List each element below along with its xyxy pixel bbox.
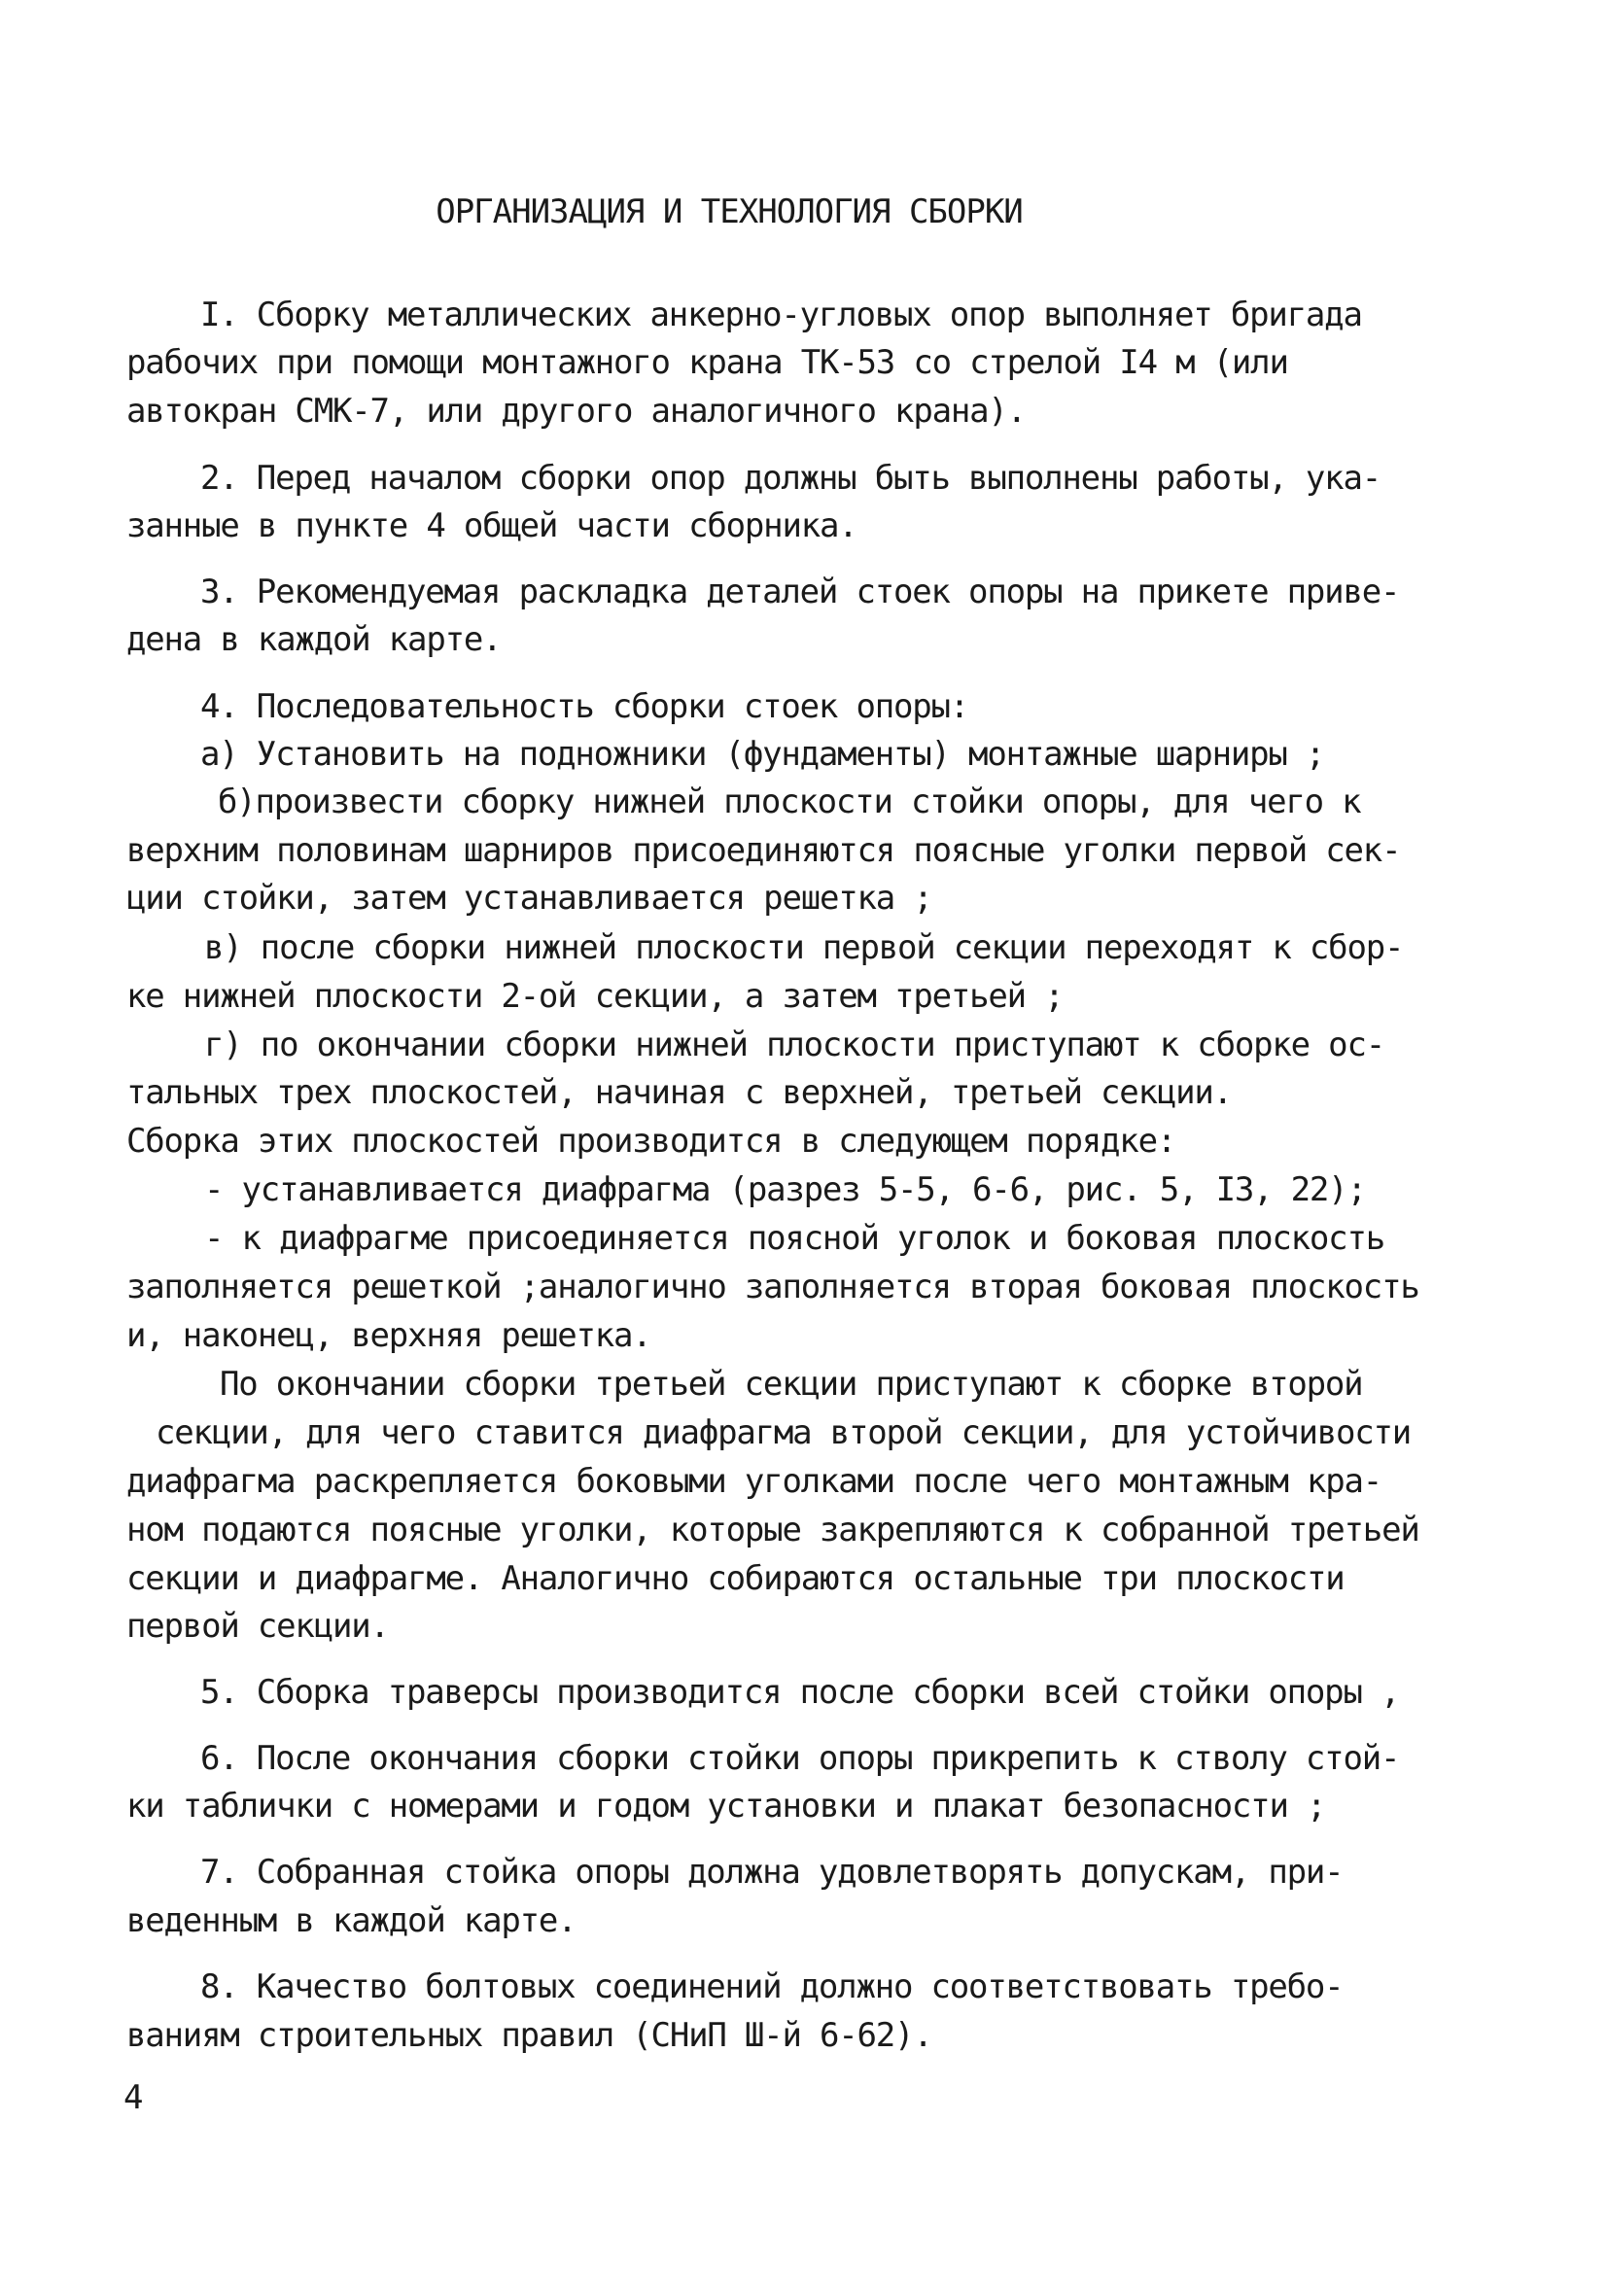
text-line: автокран СМК-7, или другого аналогичного крана). <box>126 392 1026 431</box>
text-line: рабочих при помощи монтажного крана ТК-53 со стрелой I4 м (или <box>126 343 1288 382</box>
text-line: - устанавливается диафрагма (разрез 5-5, 6-6, рис. 5, I3, 22); <box>204 1170 1366 1209</box>
text-line: дена в каждой карте. <box>126 620 502 659</box>
text-line: тальных трех плоскостей, начиная с верхней, третьей секции. <box>126 1073 1232 1112</box>
text-line: веденным в каждой карте. <box>126 1901 577 1940</box>
text-line: б)произвести сборку нижней плоскости стойки опоры, для чего к <box>218 783 1361 821</box>
page-title: ОРГАНИЗАЦИЯ И ТЕХНОЛОГИЯ СБОРКИ <box>436 192 1023 231</box>
text-line: и, наконец, верхняя решетка. <box>126 1316 651 1355</box>
text-line: а) Установить на подножники (фундаменты) монтажные шарниры ; <box>200 735 1325 774</box>
page-number: 4 <box>123 2078 144 2117</box>
text-line: 2. Перед началом сборки опор должны быть выполнены работы, ука- <box>200 459 1381 498</box>
text-line: ке нижней плоскости 2-ой секции, а затем третьей ; <box>126 977 1064 1016</box>
text-line: в) после сборки нижней плоскости первой секции переходят к сбор- <box>204 928 1404 967</box>
text-line: - к диафрагме присоединяется поясной уголок и боковая плоскость <box>204 1219 1384 1258</box>
text-line: первой секции. <box>126 1607 389 1646</box>
text-line: занные в пункте 4 общей части сборника. <box>126 506 857 545</box>
text-line: 7. Собранная стойка опоры должна удовлетворять допускам, при- <box>200 1853 1344 1892</box>
text-line: ции стойки, затем устанавливается решетка ; <box>126 879 932 918</box>
text-line: 8. Качество болтовых соединений должно соответствовать требо- <box>200 1967 1344 2006</box>
text-line: секции и диафрагме. Аналогично собираются остальные три плоскости <box>126 1559 1345 1598</box>
text-line: 3. Рекомендуемая раскладка деталей стоек опоры на прикете приве- <box>200 573 1400 611</box>
text-line: По окончании сборки третьей секции приступают к сборке второй <box>220 1365 1363 1404</box>
text-line: Сборка этих плоскостей производится в следующем порядке: <box>126 1122 1176 1161</box>
text-line: I. Сборку металлических анкерно-угловых опор выполняет бригада <box>200 296 1362 334</box>
text-line: заполняется решеткой ;аналогично заполняется вторая боковая плоскость <box>126 1268 1419 1306</box>
text-line: ном подаются поясные уголки, которые закрепляются к собранной третьей <box>126 1511 1419 1549</box>
text-line: г) по окончании сборки нижней плоскости приступают к сборке ос- <box>204 1026 1384 1064</box>
text-line: ваниям строительных правил (СНиП Ш-й 6-62). <box>126 2016 932 2055</box>
text-line: ки таблички с номерами и годом установки и плакат безопасности ; <box>126 1787 1326 1826</box>
text-line: секции, для чего ставится диафрагма второй секции, для устойчивости <box>156 1413 1412 1452</box>
text-line: 4. Последовательность сборки стоек опоры: <box>200 687 969 726</box>
text-line: 6. После окончания сборки стойки опоры прикрепить к стволу стой- <box>200 1739 1400 1778</box>
text-line: диафрагма раскрепляется боковыми уголками после чего монтажным кра- <box>126 1462 1382 1501</box>
text-line: верхним половинам шарниров присоединяются поясные уголки первой сек- <box>126 831 1401 870</box>
text-line: 5. Сборка траверсы производится после сборки всей стойки опоры , <box>200 1673 1400 1712</box>
